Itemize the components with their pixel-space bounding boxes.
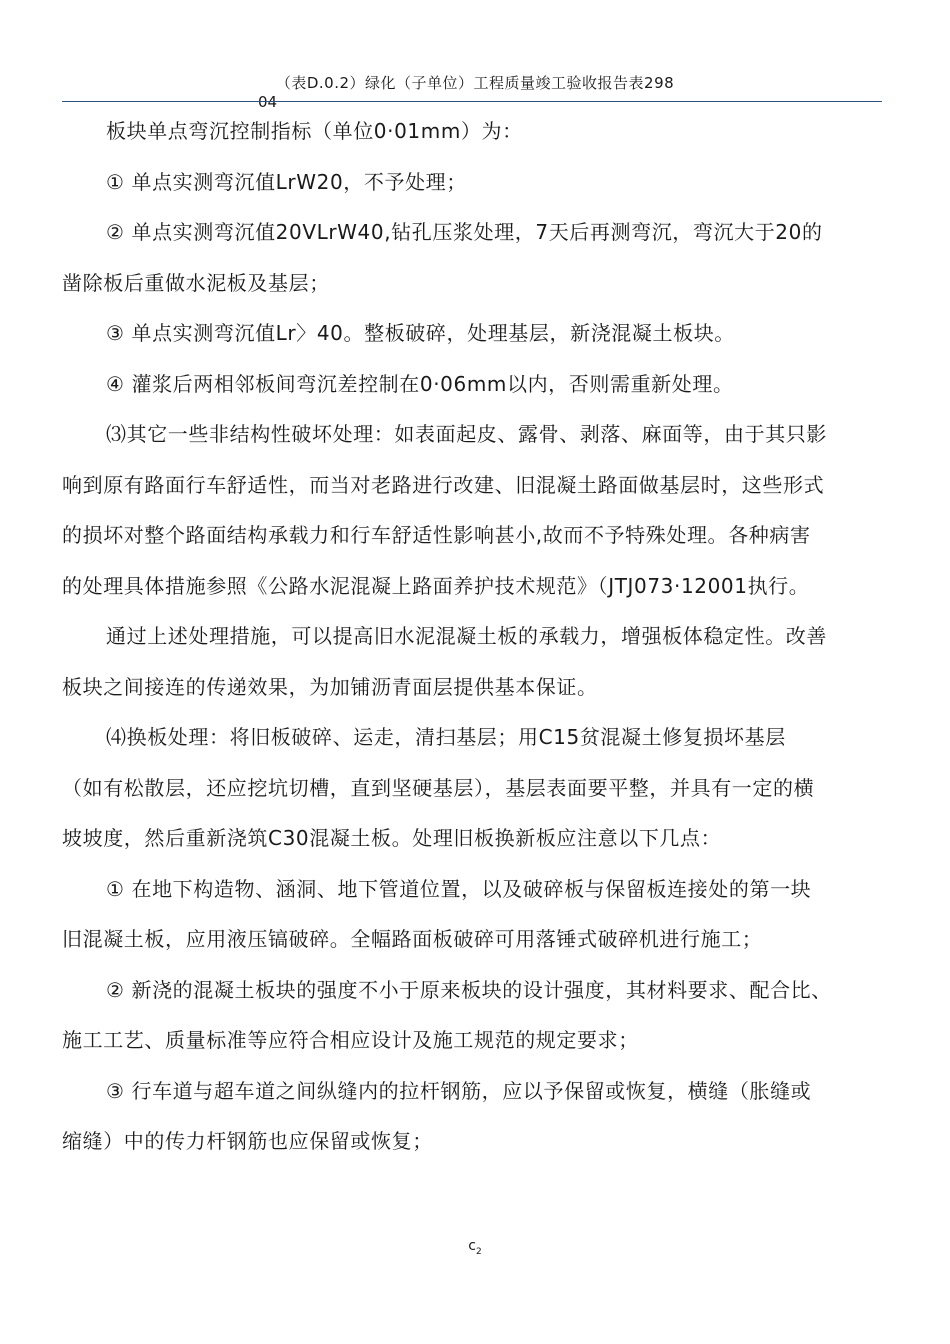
text-line: ① 单点实测弯沉值LrW20，不予处理； xyxy=(106,169,467,194)
text-line: 板块单点弯沉控制指标（单位0·01mm）为： xyxy=(106,119,523,143)
text-line: ③ 行车道与超车道之间纵缝内的拉杆钢筋，应以予保留或恢复，横缝（胀缝或 xyxy=(106,1078,812,1103)
text-line: 旧混凝土板，应用液压镐破碎。全幅路面板破碎可用落锤式破碎机进行施工； xyxy=(62,927,763,951)
text-line: ③ 单点实测弯沉值Lr〉40。整板破碎，处理基层，新浇混凝土板块。 xyxy=(106,321,735,345)
text-line: 的处理具体措施参照《公路水泥混凝上路面养护技术规范》（JTJ073·12001执行。 xyxy=(62,573,810,598)
text-line: ② 新浇的混凝土板块的强度不小于原来板块的设计强度，其材料要求、配合比、 xyxy=(106,977,832,1002)
header-divider xyxy=(62,101,882,102)
text-line: ⑷换板处理：将旧板破碎、运走，清扫基层；用C15贫混凝土修复损坏基层 xyxy=(106,725,786,749)
text-line: ⑶其它一些非结构性破坏处理：如表面起皮、露骨、剥落、麻面等，由于其只影 xyxy=(106,422,827,446)
text-line: 板块之间接连的传递效果，为加铺沥青面层提供基本保证。 xyxy=(62,674,598,699)
page-header-title: （表D.0.2）绿化（子单位）工程质量竣工验收报告表298 xyxy=(275,74,675,92)
text-line: 的损坏对整个路面结构承载力和行车舒适性影响甚小,故而不予特殊处理。各种病害 xyxy=(62,523,811,547)
page-header-subtitle: 04 xyxy=(258,93,278,111)
text-line: 坡坡度，然后重新浇筑C30混凝土板。处理旧板换新板应注意以下几点： xyxy=(62,826,722,850)
text-line: 凿除板后重做水泥板及基层； xyxy=(62,270,330,295)
document-body xyxy=(62,106,892,1167)
text-line: 响到原有路面行车舒适性，而当对老路进行改建、旧混凝土路面做基层时，这些形式 xyxy=(62,472,825,497)
text-line: 通过上述处理措施，可以提高旧水泥混凝土板的承载力，增强板体稳定性。改善 xyxy=(106,624,827,648)
text-line: （如有松散层，还应挖坑切槽，直到坚硬基层），基层表面要平整，并具有一定的横 xyxy=(62,775,815,800)
text-line: ④ 灌浆后两相邻板间弯沉差控制在0·06mm以内，否则需重新处理。 xyxy=(106,371,734,396)
page-number-sub: 2 xyxy=(475,1246,482,1257)
text-line: 施工工艺、质量标准等应符合相应设计及施工规范的规定要求； xyxy=(62,1028,639,1052)
page-number xyxy=(0,1238,950,1257)
page-number-main: c xyxy=(468,1238,476,1254)
text-line: 缩缝）中的传力杆钢筋也应保留或恢复； xyxy=(62,1129,433,1153)
text-line: ② 单点实测弯沉值20VLrW40,钻孔压浆处理，7天后再测弯沉，弯沉大于20的 xyxy=(106,220,823,244)
text-line: ① 在地下构造物、涵洞、地下管道位置，以及破碎板与保留板连接处的第一块 xyxy=(106,876,812,901)
